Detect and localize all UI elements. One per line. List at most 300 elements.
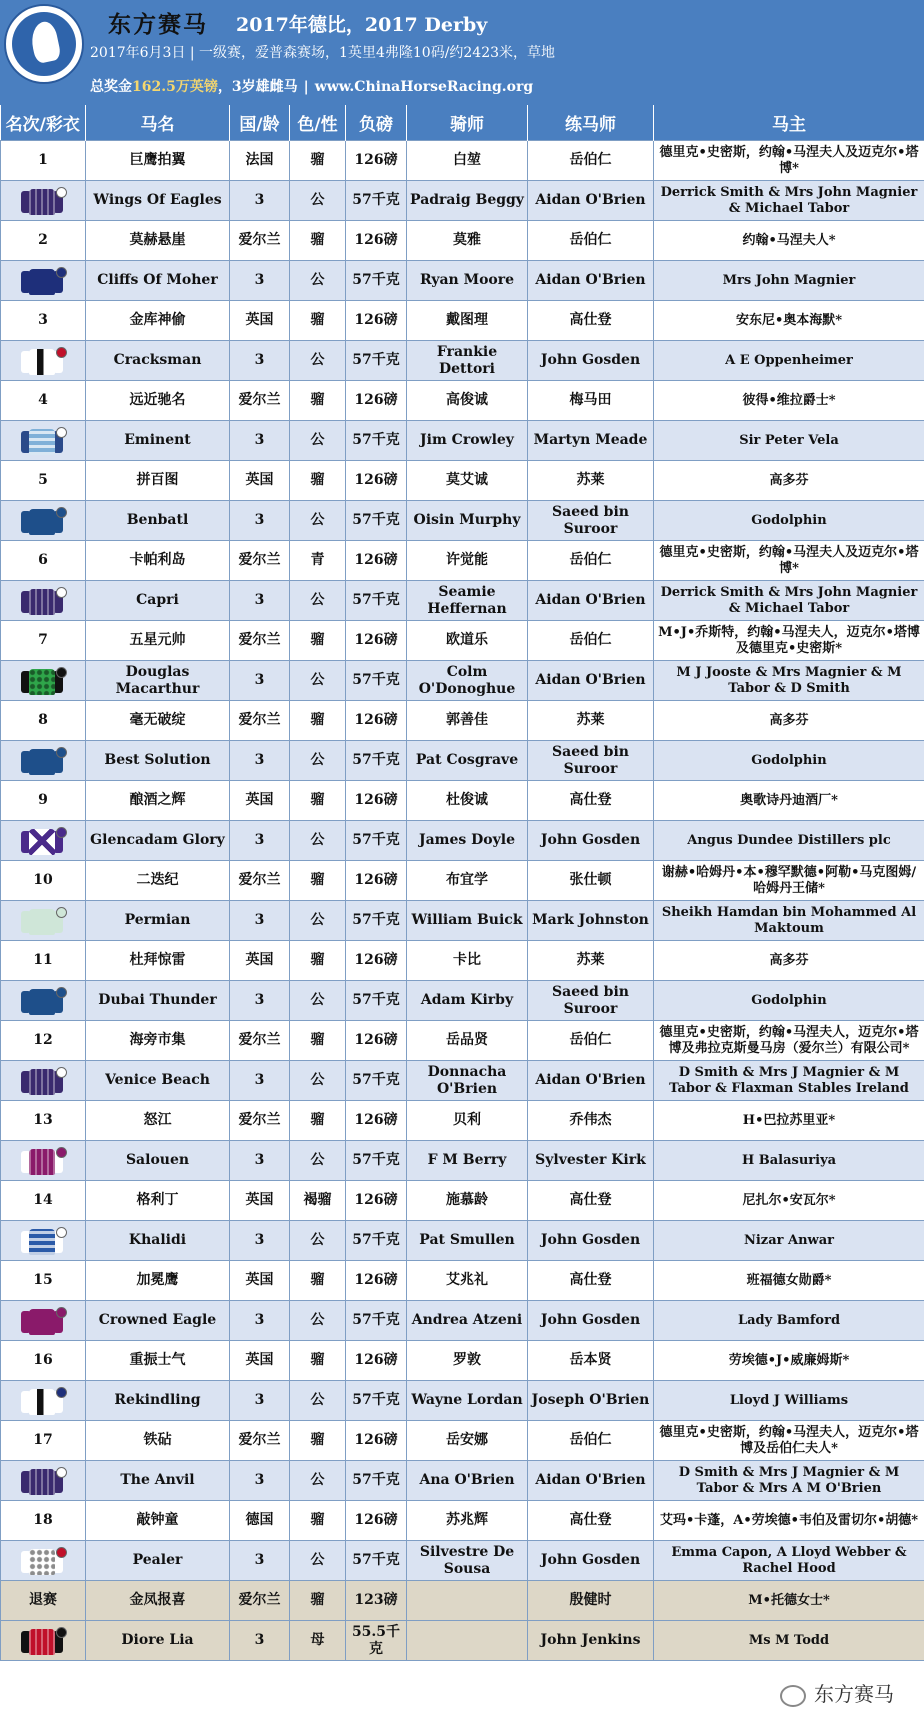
finish-position: 2 (1, 221, 86, 261)
horse-name-cn: 拼百图 (86, 461, 230, 501)
silk-cap (56, 587, 67, 598)
colour: 骝 (290, 1501, 346, 1541)
colour: 骝 (290, 1021, 346, 1061)
horse-name: Glencadam Glory (86, 821, 230, 861)
age: 3 (230, 661, 290, 701)
runner-row-chinese (1, 1181, 924, 1221)
finish-position: 退赛 (1, 1581, 86, 1621)
owner-name-cn: 德里克•史密斯，约翰•马涅夫人及迈克尔•塔博* (654, 541, 924, 581)
weight-lb: 126磅 (346, 701, 407, 741)
sex: 公 (290, 1541, 346, 1581)
col-header-position: 名次/彩衣 (1, 105, 86, 141)
jockey-name: Jim Crowley (407, 421, 528, 461)
trainer-name-cn: 乔伟杰 (528, 1101, 654, 1141)
col-header-weight: 负磅 (346, 105, 407, 141)
silk-cell (1, 341, 86, 381)
weight-lb: 126磅 (346, 941, 407, 981)
jockey-silk-icon (21, 1545, 65, 1577)
jockey-name: Colm O'Donoghue (407, 661, 528, 701)
silk-body (29, 1309, 55, 1335)
owner-name: Derrick Smith & Mrs John Magnier & Michael Tabor (654, 181, 924, 221)
runner-row-chinese (1, 461, 924, 501)
weight-kg: 57千克 (346, 581, 407, 621)
jockey-name-cn: 白堃 (407, 141, 528, 181)
owner-name-cn: 安东尼•奥本海默* (654, 301, 924, 341)
weight-lb: 126磅 (346, 461, 407, 501)
horse-name-cn: 金凤报喜 (86, 1581, 230, 1621)
silk-body (29, 989, 55, 1015)
horse-name: Diore Lia (86, 1621, 230, 1661)
country: 英国 (230, 941, 290, 981)
finish-position: 18 (1, 1501, 86, 1541)
colour: 青 (290, 541, 346, 581)
weight-lb: 126磅 (346, 1181, 407, 1221)
trainer-name: John Gosden (528, 341, 654, 381)
col-header-jockey: 骑师 (407, 105, 528, 141)
col-header-horse: 马名 (86, 105, 230, 141)
owner-name: D Smith & Mrs J Magnier & M Tabor & Flaxman Stables Ireland (654, 1061, 924, 1101)
runner-row-english (1, 1061, 924, 1101)
jockey-name: Pat Cosgrave (407, 741, 528, 781)
jockey-silk-icon (21, 585, 65, 617)
jockey-silk-icon (21, 905, 65, 937)
weight-lb: 126磅 (346, 1421, 407, 1461)
trainer-name: Aidan O'Brien (528, 181, 654, 221)
silk-body (29, 749, 55, 775)
table-body (1, 141, 924, 1661)
finish-position: 6 (1, 541, 86, 581)
jockey-name-cn: 杜俊诚 (407, 781, 528, 821)
age: 3 (230, 181, 290, 221)
silk-body (29, 1069, 55, 1095)
runner-row-chinese (1, 781, 924, 821)
silk-body (29, 509, 55, 535)
silk-cap (56, 667, 67, 678)
silk-body (29, 349, 55, 375)
finish-position: 1 (1, 141, 86, 181)
age: 3 (230, 1061, 290, 1101)
owner-name-cn: 奥歌诗丹迪酒厂* (654, 781, 924, 821)
trainer-name-cn: 高仕登 (528, 301, 654, 341)
trainer-name: John Gosden (528, 1541, 654, 1581)
sex: 公 (290, 1221, 346, 1261)
trainer-name: John Jenkins (528, 1621, 654, 1661)
footer (0, 1668, 924, 1720)
jockey-name-cn: 郭善佳 (407, 701, 528, 741)
runner-row-chinese (1, 1341, 924, 1381)
jockey-name: Wayne Lordan (407, 1381, 528, 1421)
jockey-name: James Doyle (407, 821, 528, 861)
country: 英国 (230, 1341, 290, 1381)
horse-name-cn: 毫无破绽 (86, 701, 230, 741)
jockey-name-cn: 苏兆辉 (407, 1501, 528, 1541)
weight-kg: 57千克 (346, 661, 407, 701)
colour: 骝 (290, 1341, 346, 1381)
sex: 公 (290, 901, 346, 941)
age: 3 (230, 421, 290, 461)
prize-amount: 162.5万英镑 (132, 79, 218, 95)
silk-cell (1, 1381, 86, 1421)
col-header-owner: 马主 (654, 105, 924, 141)
jockey-name: Andrea Atzeni (407, 1301, 528, 1341)
weight-kg: 57千克 (346, 901, 407, 941)
age: 3 (230, 1381, 290, 1421)
colour: 骝 (290, 781, 346, 821)
sex: 公 (290, 421, 346, 461)
country: 英国 (230, 1181, 290, 1221)
weight-kg: 57千克 (346, 181, 407, 221)
jockey-silk-icon (21, 265, 65, 297)
finish-position: 9 (1, 781, 86, 821)
owner-name-cn: 德里克•史密斯，约翰•马涅夫人，迈克尔•塔博及弗拉克斯曼马房（爱尔兰）有限公司* (654, 1021, 924, 1061)
silk-cap (56, 1627, 67, 1638)
horse-name-cn: 莫赫悬崖 (86, 221, 230, 261)
weight-kg: 57千克 (346, 1221, 407, 1261)
owner-name: Godolphin (654, 981, 924, 1021)
runner-row-chinese (1, 1581, 924, 1621)
jockey-silk-icon (21, 665, 65, 697)
horse-name: Douglas Macarthur (86, 661, 230, 701)
silk-cap (56, 987, 67, 998)
silk-body (29, 829, 55, 855)
age: 3 (230, 581, 290, 621)
runners-table (0, 105, 924, 1661)
sex: 公 (290, 741, 346, 781)
colour: 骝 (290, 1261, 346, 1301)
weight-lb: 126磅 (346, 1261, 407, 1301)
silk-cap (56, 1547, 67, 1558)
website-link[interactable]: www.ChinaHorseRacing.org (314, 79, 534, 95)
age: 3 (230, 341, 290, 381)
horse-name: Cliffs Of Moher (86, 261, 230, 301)
jockey-name-cn: 高俊诚 (407, 381, 528, 421)
runner-row-english (1, 1541, 924, 1581)
silk-cell (1, 821, 86, 861)
jockey-name-cn: 戴图理 (407, 301, 528, 341)
horse-name-cn: 酿酒之辉 (86, 781, 230, 821)
age: 3 (230, 821, 290, 861)
runner-row-chinese (1, 1261, 924, 1301)
owner-name-cn: 尼扎尔•安瓦尔* (654, 1181, 924, 1221)
runner-row-english (1, 1461, 924, 1501)
weight-kg: 57千克 (346, 501, 407, 541)
owner-name-cn: 高多芬 (654, 701, 924, 741)
horse-name: Eminent (86, 421, 230, 461)
owner-name-cn: 艾玛•卡蓬，A•劳埃德•韦伯及雷切尔•胡德* (654, 1501, 924, 1541)
trainer-name: Joseph O'Brien (528, 1381, 654, 1421)
weight-kg: 57千克 (346, 1541, 407, 1581)
trainer-name-cn: 苏莱 (528, 701, 654, 741)
silk-cell (1, 661, 86, 701)
silk-cap (56, 187, 67, 198)
finish-position: 7 (1, 621, 86, 661)
finish-position: 14 (1, 1181, 86, 1221)
silk-body (29, 669, 55, 695)
horse-name: Permian (86, 901, 230, 941)
runner-row-english (1, 501, 924, 541)
silk-cap (56, 1147, 67, 1158)
trainer-name-cn: 岳伯仁 (528, 621, 654, 661)
horse-name: Pealer (86, 1541, 230, 1581)
weight-kg: 57千克 (346, 981, 407, 1021)
colour: 骝 (290, 941, 346, 981)
finish-position: 16 (1, 1341, 86, 1381)
owner-name-cn: 德里克•史密斯，约翰•马涅夫人及迈克尔•塔博* (654, 141, 924, 181)
jockey-silk-icon (21, 1385, 65, 1417)
horse-name-cn: 铁砧 (86, 1421, 230, 1461)
owner-name-cn: H•巴拉苏里亚* (654, 1101, 924, 1141)
silk-cell (1, 421, 86, 461)
horse-name: The Anvil (86, 1461, 230, 1501)
jockey-name-cn: 欧道乐 (407, 621, 528, 661)
brand-title: 东方赛马 (108, 11, 208, 38)
runner-row-chinese (1, 541, 924, 581)
country: 法国 (230, 141, 290, 181)
silk-cell (1, 181, 86, 221)
sex: 公 (290, 261, 346, 301)
sex: 公 (290, 1061, 346, 1101)
finish-position: 13 (1, 1101, 86, 1141)
header-divider: | (303, 79, 309, 95)
finish-position: 17 (1, 1421, 86, 1461)
owner-name: Godolphin (654, 501, 924, 541)
runner-row-english (1, 981, 924, 1021)
silk-cap (56, 747, 67, 758)
jockey-name-cn: 布宜学 (407, 861, 528, 901)
jockey-silk-icon (21, 745, 65, 777)
jockey-name-cn: 卡比 (407, 941, 528, 981)
jockey-silk-icon (21, 1625, 65, 1657)
finish-position: 4 (1, 381, 86, 421)
silk-body (29, 1229, 55, 1255)
trainer-name: Aidan O'Brien (528, 1461, 654, 1501)
age: 3 (230, 1461, 290, 1501)
colour: 骝 (290, 1101, 346, 1141)
horse-name: Benbatl (86, 501, 230, 541)
owner-name: Angus Dundee Distillers plc (654, 821, 924, 861)
runner-row-chinese (1, 221, 924, 261)
trainer-name-cn: 高仕登 (528, 781, 654, 821)
age: 3 (230, 1301, 290, 1341)
trainer-name-cn: 高仕登 (528, 1261, 654, 1301)
owner-name-cn: 谢赫•哈姆丹•本•穆罕默德•阿勒•马克图姆/哈姆丹王储* (654, 861, 924, 901)
country: 爱尔兰 (230, 1581, 290, 1621)
weight-kg: 55.5千克 (346, 1621, 407, 1661)
sex: 公 (290, 1461, 346, 1501)
trainer-name-cn: 岳伯仁 (528, 141, 654, 181)
silk-cell (1, 1461, 86, 1501)
jockey-name: Oisin Murphy (407, 501, 528, 541)
weight-kg: 57千克 (346, 1381, 407, 1421)
weight-kg: 57千克 (346, 821, 407, 861)
colour: 骝 (290, 221, 346, 261)
jockey-name-cn: 罗敦 (407, 1341, 528, 1381)
horse-name-cn: 二迭纪 (86, 861, 230, 901)
jockey-silk-icon (21, 825, 65, 857)
colour: 骝 (290, 381, 346, 421)
weight-lb: 126磅 (346, 1101, 407, 1141)
weight-kg: 57千克 (346, 741, 407, 781)
silk-body (29, 269, 55, 295)
trainer-name: Saeed bin Suroor (528, 741, 654, 781)
trainer-name: Sylvester Kirk (528, 1141, 654, 1181)
watermark (780, 1678, 894, 1707)
jockey-name (407, 1621, 528, 1661)
finish-position: 10 (1, 861, 86, 901)
horse-name-cn: 金库神偷 (86, 301, 230, 341)
jockey-silk-icon (21, 1225, 65, 1257)
country: 英国 (230, 1261, 290, 1301)
table-header-row (1, 105, 924, 141)
silk-cap (56, 1467, 67, 1478)
silk-body (29, 589, 55, 615)
silk-cell (1, 1061, 86, 1101)
trainer-name: Aidan O'Brien (528, 581, 654, 621)
trainer-name: Aidan O'Brien (528, 1061, 654, 1101)
jockey-name-cn: 艾兆礼 (407, 1261, 528, 1301)
trainer-name: Mark Johnston (528, 901, 654, 941)
runner-row-chinese (1, 1021, 924, 1061)
country: 德国 (230, 1501, 290, 1541)
colour: 骝 (290, 621, 346, 661)
trainer-name-cn: 高仕登 (528, 1501, 654, 1541)
horse-name: Crowned Eagle (86, 1301, 230, 1341)
runner-row-chinese (1, 621, 924, 661)
runner-row-chinese (1, 381, 924, 421)
owner-name-cn: 班福德女勋爵* (654, 1261, 924, 1301)
owner-name: Lady Bamford (654, 1301, 924, 1341)
runner-row-english (1, 901, 924, 941)
weight-lb: 126磅 (346, 861, 407, 901)
trainer-name-cn: 苏莱 (528, 461, 654, 501)
age: 3 (230, 261, 290, 301)
jockey-name: Ryan Moore (407, 261, 528, 301)
owner-name-cn: 约翰•马涅夫人* (654, 221, 924, 261)
silk-body (29, 189, 55, 215)
silk-cap (56, 827, 67, 838)
jockey-silk-icon (21, 1145, 65, 1177)
silk-cell (1, 581, 86, 621)
silk-cell (1, 1541, 86, 1581)
trainer-name-cn: 岳伯仁 (528, 221, 654, 261)
silk-cap (56, 267, 67, 278)
silk-cell (1, 1141, 86, 1181)
trainer-name: Aidan O'Brien (528, 261, 654, 301)
runner-row-english (1, 181, 924, 221)
country: 爱尔兰 (230, 221, 290, 261)
horse-name: Venice Beach (86, 1061, 230, 1101)
jockey-name: Seamie Heffernan (407, 581, 528, 621)
finish-position: 11 (1, 941, 86, 981)
runner-row-english (1, 1141, 924, 1181)
sex: 母 (290, 1621, 346, 1661)
jockey-silk-icon (21, 1065, 65, 1097)
trainer-name-cn: 岳伯仁 (528, 1421, 654, 1461)
horse-name: Salouen (86, 1141, 230, 1181)
runner-row-english (1, 581, 924, 621)
runner-row-english (1, 261, 924, 301)
owner-name: D Smith & Mrs J Magnier & M Tabor & Mrs A M O'Brien (654, 1461, 924, 1501)
runner-row-english (1, 661, 924, 701)
horse-name-cn: 敲钟童 (86, 1501, 230, 1541)
owner-name: Emma Capon, A Lloyd Webber & Rachel Hood (654, 1541, 924, 1581)
silk-body (29, 1549, 55, 1575)
jockey-name: Pat Smullen (407, 1221, 528, 1261)
horse-name-cn: 怒江 (86, 1101, 230, 1141)
silk-cell (1, 1301, 86, 1341)
owner-name-cn: 劳埃德•J•威廉姆斯* (654, 1341, 924, 1381)
age: 3 (230, 741, 290, 781)
colour: 骝 (290, 701, 346, 741)
silk-body (29, 1149, 55, 1175)
country: 爱尔兰 (230, 381, 290, 421)
sex: 公 (290, 661, 346, 701)
silk-cap (56, 1227, 67, 1238)
horse-name-cn: 重振士气 (86, 1341, 230, 1381)
col-header-trainer: 练马师 (528, 105, 654, 141)
trainer-name: John Gosden (528, 821, 654, 861)
silk-cell (1, 741, 86, 781)
trainer-name: Aidan O'Brien (528, 661, 654, 701)
country: 爱尔兰 (230, 541, 290, 581)
runner-row-chinese (1, 1421, 924, 1461)
jockey-name: F M Berry (407, 1141, 528, 1181)
finish-position: 5 (1, 461, 86, 501)
jockey-name: Silvestre De Sousa (407, 1541, 528, 1581)
weight-kg: 57千克 (346, 341, 407, 381)
horse-name-cn: 五星元帅 (86, 621, 230, 661)
sex: 公 (290, 341, 346, 381)
horse-name-cn: 海旁市集 (86, 1021, 230, 1061)
owner-name-cn: M•J•乔斯特，约翰•马涅夫人，迈克尔•塔博及德里克•史密斯* (654, 621, 924, 661)
jockey-name: Ana O'Brien (407, 1461, 528, 1501)
horse-name-cn: 杜拜惊雷 (86, 941, 230, 981)
country: 爱尔兰 (230, 1021, 290, 1061)
runner-row-english (1, 341, 924, 381)
country: 英国 (230, 461, 290, 501)
colour: 骝 (290, 141, 346, 181)
owner-name: Mrs John Magnier (654, 261, 924, 301)
jockey-name-cn: 贝利 (407, 1101, 528, 1141)
owner-name: Nizar Anwar (654, 1221, 924, 1261)
finish-position: 8 (1, 701, 86, 741)
weight-kg: 57千克 (346, 261, 407, 301)
trainer-name-cn: 岳伯仁 (528, 1021, 654, 1061)
silk-cap (56, 427, 67, 438)
horse-name-cn: 卡帕利岛 (86, 541, 230, 581)
silk-cap (56, 1387, 67, 1398)
silk-cap (56, 907, 67, 918)
horse-name-cn: 格利丁 (86, 1181, 230, 1221)
silk-cell (1, 1221, 86, 1261)
owner-name-cn: 高多芬 (654, 461, 924, 501)
race-details: 2017年6月3日 | 一级赛，爱普森赛场，1英里4弗隆10码/约2423米，草地 (90, 45, 556, 61)
country: 英国 (230, 781, 290, 821)
jockey-silk-icon (21, 1305, 65, 1337)
owner-name: Ms M Todd (654, 1621, 924, 1661)
china-horse-racing-logo (4, 4, 84, 84)
runner-row-chinese (1, 1101, 924, 1141)
weight-lb: 126磅 (346, 541, 407, 581)
wechat-icon (780, 1685, 806, 1707)
age: 3 (230, 1621, 290, 1661)
country: 爱尔兰 (230, 621, 290, 661)
runner-row-chinese (1, 1501, 924, 1541)
weight-lb: 126磅 (346, 1021, 407, 1061)
weight-lb: 126磅 (346, 781, 407, 821)
country: 爱尔兰 (230, 701, 290, 741)
runner-row-english (1, 1301, 924, 1341)
